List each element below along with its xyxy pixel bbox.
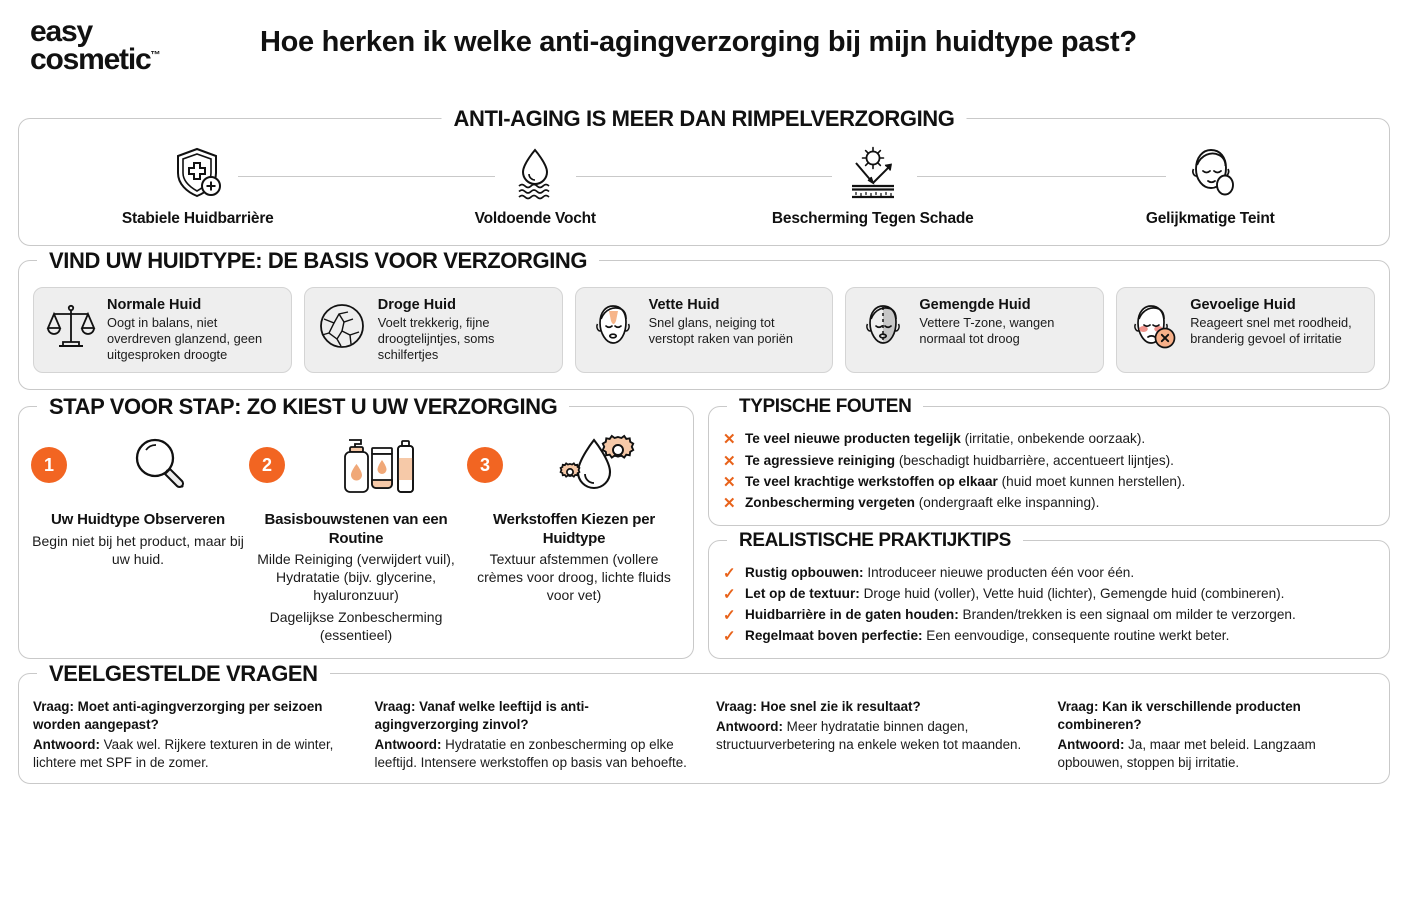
cross-icon: ✕ [723, 473, 736, 491]
list-item-rest: (irritatie, onbekende oorzaak). [960, 431, 1146, 447]
list-item [723, 584, 1375, 605]
list-item-lead: Let op de textuur: [745, 585, 860, 601]
list-item-text [745, 605, 1296, 625]
skintype-card-title: Gevoelige Huid [1190, 297, 1296, 313]
step-number-badge: 2 [249, 447, 285, 483]
tips-list [723, 563, 1375, 648]
step-title: Werkstoffen Kiezen per Huidtype [492, 511, 656, 547]
check-icon: ✓ [723, 585, 736, 603]
step-3 [467, 433, 681, 644]
cracked-circle-icon [315, 297, 369, 355]
sun-protection-icon [844, 142, 902, 204]
list-item-rest: (huid moet kunnen herstellen). [997, 473, 1186, 489]
step-desc: Milde Reiniging (verwijdert vuil), Hydratatie (bijv. glycerine, hyaluronzuur) [257, 550, 455, 603]
list-item-text [745, 429, 1145, 449]
step-desc: Begin niet bij het product, maar bij uw huid. [32, 532, 244, 567]
skintype-card-title: Gemengde Huid [919, 297, 1031, 313]
skintype-card-vette-huid[interactable] [575, 287, 834, 373]
skintypes-section [18, 248, 1390, 390]
faq-answer-label: Antwoord: [33, 736, 100, 752]
list-item-text [745, 451, 1174, 471]
faq-answer-text: Vaak wel. Rijkere texturen in de winter, lichtere met SPF in de zomer. [33, 736, 334, 770]
faq-question-label: Vraag: [374, 699, 416, 715]
pillar-label: Bescherming Tegen Schade [771, 210, 974, 227]
faq-answer-text: Meer hydratatie binnen dagen, structuurverbetering na enkele weken tot maanden. [716, 719, 1022, 752]
faq-grid [33, 698, 1375, 771]
faq-answer-label: Antwoord: [374, 736, 442, 752]
skintype-card-title: Normale Huid [107, 297, 202, 313]
right-column [708, 396, 1390, 659]
droplet-gears-icon [513, 434, 681, 496]
skintype-card-text [1190, 297, 1364, 347]
list-item [723, 626, 1375, 647]
skintypes-section-title: VIND UW HUIDTYPE: DE BASIS VOOR VERZORGING [37, 248, 599, 274]
steps-row [31, 433, 681, 644]
step-desc: Textuur afstemmen (vollere crèmes voor droog, lichte fluids voor vet) [477, 550, 671, 603]
faq-question-label: Vraag: [33, 699, 74, 715]
list-item [723, 493, 1375, 514]
list-item-rest: Introduceer nieuwe producten één voor één. [863, 564, 1135, 580]
skintype-card-desc: Vettere T-zone, wangen normaal tot droog [919, 315, 1055, 347]
list-item-text [745, 472, 1185, 492]
skintype-card-text [919, 297, 1093, 347]
skintype-card-normale-huid[interactable] [33, 287, 292, 373]
faq-answer-label: Antwoord: [1057, 736, 1125, 752]
list-item-rest: Een eenvoudige, consequente routine werkt beter. [922, 628, 1230, 644]
faq-answer [1058, 736, 1376, 771]
faq-question-label: Vraag: [1057, 699, 1099, 715]
faq-section [18, 661, 1390, 784]
list-item [723, 451, 1375, 472]
steps-section [18, 394, 694, 659]
water-drop-waves-icon [509, 142, 561, 204]
pillar-label: Gelijkmatige Teint [1145, 210, 1275, 227]
list-item-lead: Te veel krachtige werkstoffen op elkaar [745, 473, 998, 489]
check-icon: ✓ [723, 564, 736, 582]
faq-question-text: Kan ik verschillende producten combineren? [1057, 699, 1301, 733]
faq-item [716, 698, 1034, 771]
skintype-cards [33, 287, 1375, 373]
step-number-badge: 1 [31, 447, 67, 483]
face-even-tone-icon [1184, 142, 1236, 204]
faq-question-label: Vraag: [716, 699, 757, 715]
faq-item [1058, 698, 1376, 771]
balance-scale-icon [44, 297, 98, 355]
skintype-card-desc: Oogt in balans, niet overdreven glanzend, geen uitgesproken droogte [107, 315, 263, 363]
list-item-text [745, 584, 1284, 604]
brand-logo [30, 14, 260, 74]
pillar-label: Voldoende Vocht [474, 210, 596, 227]
mistakes-list [723, 429, 1375, 514]
skintype-card-gemengde-huid[interactable] [845, 287, 1104, 373]
list-item-rest: Branden/trekken is een signaal om milder te verzorgen. [958, 607, 1296, 623]
skintype-card-title: Droge Huid [377, 297, 456, 313]
list-item-text [745, 493, 1099, 513]
list-item [723, 472, 1375, 493]
skintype-card-droge-huid[interactable] [304, 287, 563, 373]
list-item-text [745, 563, 1134, 583]
skintype-card-title: Vette Huid [648, 297, 720, 313]
list-item-lead: Zonbescherming vergeten [745, 495, 915, 511]
mistakes-section-title: TYPISCHE FOUTEN [727, 394, 923, 420]
middle-row [18, 394, 1390, 659]
steps-section-title: STAP VOOR STAP: ZO KIEST U UW VERZORGING [37, 394, 569, 420]
faq-answer [33, 736, 351, 771]
face-irritation-icon [1127, 297, 1181, 355]
faq-question [375, 698, 693, 733]
page-title: Hoe herken ik welke anti-agingverzorging bij mijn huidtype past? [260, 26, 1137, 58]
faq-question [1058, 698, 1376, 733]
skintype-card-text [649, 297, 823, 347]
faq-answer-text: Ja, maar met beleid. Langzaam opbouwen, stoppen bij irritatie. [1057, 736, 1316, 770]
cross-icon: ✕ [723, 452, 736, 470]
brand-logo-line2-text: cosmetic [30, 42, 151, 76]
faq-question-text: Hoe snel zie ik resultaat? [760, 699, 921, 715]
pillar-bescherming-tegen-schade [704, 142, 1042, 228]
skintype-card-text [378, 297, 552, 363]
magnifier-icon [77, 434, 245, 496]
list-item-lead: Rustig opbouwen: [745, 564, 864, 580]
pillar-label: Stabiele Huidbarrière [121, 210, 274, 227]
shield-plus-icon [172, 142, 224, 204]
faq-item [375, 698, 693, 771]
pillars-row [19, 119, 1389, 245]
list-item-rest: Droge huid (voller), Vette huid (lichter), Gemengde huid (combineren). [859, 585, 1285, 601]
faq-question [33, 698, 351, 733]
faq-answer-text: Hydratatie en zonbescherming op elke leeftijd. Intensere werkstoffen op basis van behoefte. [374, 736, 687, 770]
step-title: Basisbouwstenen van een Routine [264, 511, 448, 547]
step-header [31, 433, 245, 497]
skintype-card-gevoelige-huid[interactable] [1116, 287, 1375, 373]
list-item-lead: Huidbarrière in de gaten houden: [745, 607, 959, 623]
step-header [249, 433, 463, 497]
faq-section-title: VEELGESTELDE VRAGEN [37, 661, 330, 687]
list-item-lead: Te veel nieuwe producten tegelijk [745, 431, 961, 447]
list-item-text [745, 626, 1229, 646]
faq-answer [716, 718, 1034, 753]
brand-logo-line1: easy [30, 15, 92, 48]
faq-item [33, 698, 351, 771]
skintype-card-text [107, 297, 281, 363]
step-desc: Dagelijkse Zonbescherming (essentieel) [269, 608, 443, 643]
step-1 [31, 433, 245, 644]
pillars-section [18, 106, 1390, 246]
cross-icon: ✕ [723, 431, 736, 449]
faq-question-text: Moet anti-agingverzorging per seizoen worden aangepast? [33, 699, 323, 733]
pillar-gelijkmatige-teint [1042, 142, 1380, 228]
list-item [723, 563, 1375, 584]
list-item-lead: Regelmaat boven perfectie: [745, 628, 923, 644]
check-icon: ✓ [723, 607, 736, 625]
skintype-card-desc: Voelt trekkerig, fijne droogtelijntjes, soms schilfertjes [377, 315, 495, 363]
list-item-rest: (beschadigt huidbarrière, accentueert lijntjes). [895, 452, 1174, 468]
tips-section-title: REALISTISCHE PRAKTIJKTIPS [727, 528, 1023, 554]
step-number-badge: 3 [467, 447, 503, 483]
step-2 [249, 433, 463, 644]
faq-question-text: Vanaf welke leeftijd is anti-agingverzorging zinvol? [374, 699, 589, 733]
brand-trademark: ™ [150, 49, 161, 61]
pillar-stabiele-huidbarriere [29, 142, 367, 228]
face-split-icon [856, 297, 910, 355]
list-item [723, 605, 1375, 626]
skincare-bottles-icon [295, 434, 463, 496]
faq-question [716, 698, 1034, 716]
brand-logo-line2 [30, 42, 161, 76]
step-title: Uw Huidtype Observeren [51, 511, 225, 529]
mistakes-section [708, 396, 1390, 525]
step-header [467, 433, 681, 497]
tips-section [708, 529, 1390, 659]
pillars-section-title: ANTI-AGING IS MEER DAN RIMPELVERZORGING [441, 106, 966, 132]
list-item [723, 429, 1375, 450]
page-header [0, 0, 1408, 118]
skintype-card-desc: Reageert snel met roodheid, branderig gevoel of irritatie [1190, 315, 1352, 347]
cross-icon: ✕ [723, 495, 736, 513]
face-tzone-shine-icon [586, 297, 640, 355]
list-item-rest: (ondergraaft elke inspanning). [914, 495, 1100, 511]
faq-answer [375, 736, 693, 771]
check-icon: ✓ [723, 628, 736, 646]
faq-answer-label: Antwoord: [716, 719, 783, 735]
list-item-lead: Te agressieve reiniging [745, 452, 896, 468]
pillar-voldoende-vocht [367, 142, 705, 228]
skintype-card-desc: Snel glans, neiging tot verstopt raken van poriën [648, 315, 793, 347]
